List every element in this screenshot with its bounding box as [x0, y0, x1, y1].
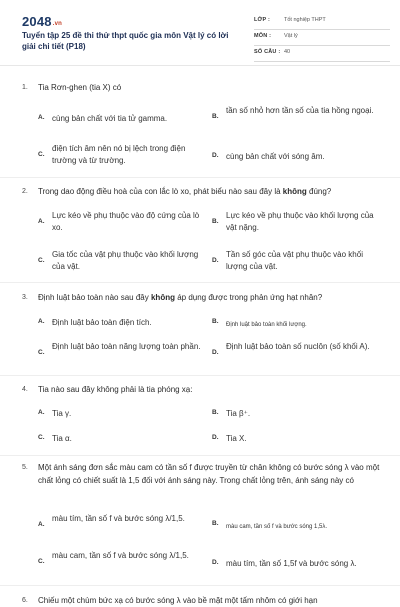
question-text: Tia nào sau đây không phải là tia phóng xạ:: [38, 385, 193, 394]
question-emphasis: không: [150, 293, 175, 302]
option-text: Định luật bảo toàn năng lượng toàn phần.: [52, 342, 201, 351]
question-divider: [0, 585, 400, 586]
question-text-part: Định luật bảo toàn nào sau đây: [38, 293, 151, 302]
option-letter: B.: [212, 409, 219, 416]
question-emphasis: không: [282, 187, 307, 196]
option-text: tần số nhỏ hơn tần số của tia hồng ngoại.: [226, 106, 374, 115]
option-text: Tia β⁺.: [226, 409, 251, 418]
meta-row-class: [254, 14, 390, 30]
option-text: màu tím, tần số f và bước sóng λ/1,5.: [52, 514, 185, 523]
option-letter: D.: [212, 257, 219, 264]
question-text: Chiếu một chùm bức xạ có bước sóng λ vào bề mặt một tấm nhôm có giới hạn: [38, 596, 318, 605]
option-text: Gia tốc của vật phụ thuộc vào khối lượng của vật.: [52, 250, 199, 271]
question-text-part: đúng?: [306, 187, 332, 196]
question-text: Tia Rơn-ghen (tia X) có: [38, 83, 122, 92]
option-letter: C.: [38, 558, 45, 565]
option-letter: D.: [212, 152, 219, 159]
question-divider: [0, 177, 400, 178]
meta-label: MÔN :: [254, 33, 272, 39]
question-number: 5.: [22, 464, 28, 471]
option-text: Tia γ.: [52, 409, 72, 418]
option-letter: A.: [38, 218, 45, 225]
meta-row-count: [254, 46, 390, 62]
question-divider: [0, 282, 400, 283]
header-divider: [0, 65, 400, 66]
option-letter: D.: [212, 349, 219, 356]
option-text: Lực kéo về phụ thuộc vào khối lượng của vật nặng.: [226, 211, 374, 232]
option-text: Lực kéo về phụ thuộc vào độ cứng của lò xo.: [52, 211, 200, 232]
meta-value: 40: [284, 49, 291, 55]
question-text: [38, 185, 388, 198]
logo-suffix: .vn: [52, 21, 63, 27]
question-text: Một ánh sáng đơn sắc màu cam có tần số f được truyền từ chân không có bước sóng λ vào một chất lỏng có chiết suất là 1,5 đối với ánh sáng này. Trong chất lỏng trên, ánh sáng này có: [38, 463, 380, 485]
question-number: 1.: [22, 84, 28, 91]
option-text: màu cam, tần số f và bước sóng λ/1,5.: [52, 551, 189, 560]
option-letter: C.: [38, 434, 45, 441]
option-text: cùng bản chất với tia tử gamma.: [52, 114, 168, 123]
option-text: điện tích âm nên nó bị lệch trong điện trường và từ trường.: [52, 144, 186, 165]
question-text-part: Trong dao động điều hoà của con lắc lò xo, phát biểu nào sau đây là: [38, 187, 283, 196]
option-letter: C.: [38, 257, 45, 264]
question-number: 6.: [22, 597, 28, 604]
option-letter: D.: [212, 434, 219, 441]
question-number: 3.: [22, 294, 28, 301]
site-logo[interactable]: [22, 14, 62, 29]
meta-label: LỚP :: [254, 17, 270, 23]
option-letter: B.: [212, 113, 219, 120]
question-divider: [0, 455, 400, 456]
option-letter: B.: [212, 318, 219, 325]
option-text: Tần số góc của vật phụ thuộc vào khối lượng của vật.: [226, 250, 363, 271]
option-letter: A.: [38, 318, 45, 325]
option-text: Định luật bảo toàn số nuclôn (số khối A).: [226, 342, 370, 351]
option-letter: B.: [212, 520, 219, 527]
question-number: 2.: [22, 188, 28, 195]
option-letter: C.: [38, 349, 45, 356]
option-text: Tia α.: [52, 434, 72, 443]
exam-meta: [254, 14, 390, 62]
meta-value: Tốt nghiệp THPT: [284, 17, 326, 23]
meta-label: SỐ CÂU :: [254, 49, 281, 55]
option-text: Tia X.: [226, 434, 247, 443]
option-letter: D.: [212, 559, 219, 566]
option-letter: A.: [38, 114, 45, 121]
page-header: [0, 0, 400, 66]
document-title: Tuyển tập 25 đề thi thử thpt quốc gia môn Vật lý có lời giải chi tiết (P18): [22, 31, 229, 51]
option-letter: A.: [38, 409, 45, 416]
option-text: Định luật bảo toàn khối lượng.: [226, 322, 307, 328]
meta-row-subject: [254, 30, 390, 46]
question-divider: [0, 375, 400, 376]
option-text: cùng bản chất với sóng âm.: [226, 152, 325, 161]
option-letter: A.: [38, 521, 45, 528]
meta-value: Vật lý: [284, 33, 298, 39]
option-letter: C.: [38, 151, 45, 158]
question-number: 4.: [22, 386, 28, 393]
option-text: Định luật bảo toàn điện tích.: [52, 318, 152, 327]
logo-text: 2048: [22, 14, 52, 29]
option-text: màu cam, tần số f và bước sóng 1,5λ.: [226, 524, 327, 530]
option-text: màu tím, tần số 1,5f và bước sóng λ.: [226, 559, 357, 568]
question-text: [38, 291, 388, 304]
option-letter: B.: [212, 218, 219, 225]
question-text-part: áp dụng được trong phản ứng hạt nhân?: [174, 293, 323, 302]
